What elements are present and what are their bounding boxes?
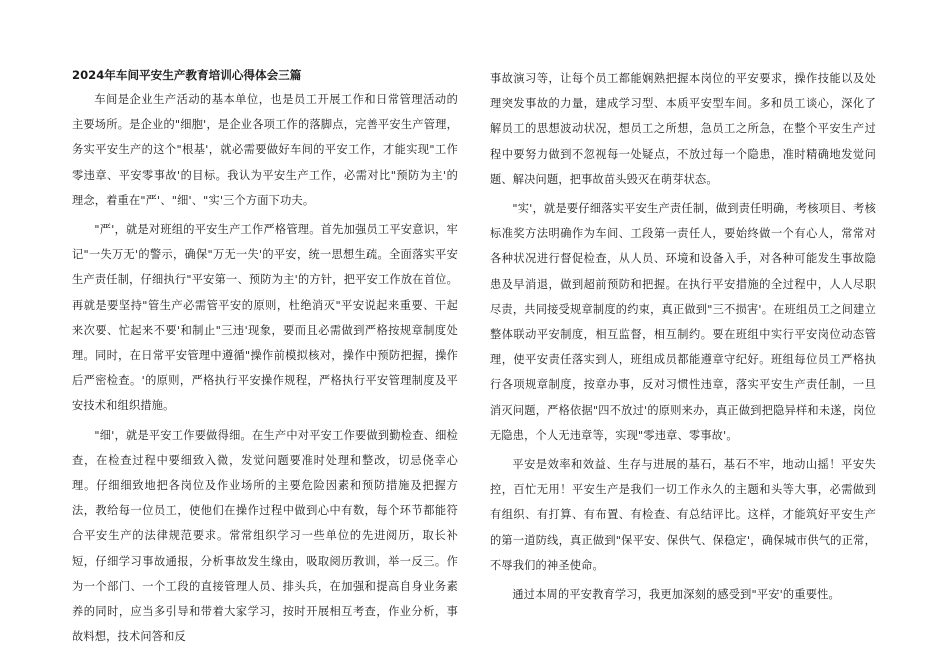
- paragraph-detail-continued: 事故演习等，让每个员工都能娴熟把握本岗位的平安要求，操作技能以及处理突发事故的力量，建成学习型、本质平安型车间。多和员工谈心，深化了解员工的思想波动状况，想员工之所想，急员工之所急，在整个平安生产过程中要努力做到不忽视每一处疑点，不放过每一个隐患，准时精确地发觉问题、解决问题，把事故苗头毁灭在萌芽状态。: [490, 72, 876, 186]
- paragraph-detail: "细'，就是平安工作要做得细。在生产中对平安工作要做到勤检查、细检查，在检查过程中要细致入微，发觉问题要准时处理和整改，切忌侥幸心理。仔细细致地把各岗位及作业场所的主要危险因素和预防措施及把握方法，教给每一位员工，使他们在操作过程中做到心中有数，每个环节都能符合平安生产的法律规范要求。常常组织学习一些单位的先进阅历，取长补短，仔细学习事故通报，分析事故发生缘由，吸取阅历教训，举一反三。作为一个部门、一个工段的直接管理人员、排头兵，在加强和提高自身业务素养的同时，应当多引导和带着大家学习，按时开展相互考查，作业分析，事故料想，技术问答和反: [72, 428, 458, 644]
- paragraph-conclusion: 通过本周的平安教育学习，我更加深刻的感受到"平安'的重要性。: [512, 588, 840, 602]
- document-title: 2024年车间平安生产教育培训心得体会三篇: [72, 68, 302, 82]
- paragraph-intro: 车间是企业生产活动的基本单位，也是员工开展工作和日常管理活动的主要场所。是企业的"细胞'，是企业各项工作的落脚点，完善平安生产管理，务实平安生产的这个"根基'，就必需要做好车间的平安工作，才能实现"工作零违章、平安零事故'的目标。我认为平安生产工作，必需对比"预防为主'的理念，着重在"严'、"细'、"实'三个方面下功夫。: [72, 93, 458, 207]
- right-column: [490, 66, 876, 607]
- paragraph-strict: "严'，就是对班组的平安生产工作严格管理。首先加强员工平安意识，牢记"一失万无'的警示，确保"万无一失'的平安，统一思想生疏。全面落实平安生产责任制，仔细执行"平安第一、预防为主'的方针，把平安工作放在首位。再就是要坚持"管生产必需管平安的原则，杜绝消灭"平安说起来重要、干起来次要、忙起来不要'和制止"三违'现象，要而且必需做到严格按规章制度处理。同时，在日常平安管理中遵循"操作前模拟核对，操作中预防把握，操作后严密检查。'的原则，严格执行平安操作规程，严格执行平安管理制度及平安技术和组织措施。: [72, 223, 458, 413]
- left-column: [72, 66, 458, 649]
- paragraph-practical: "实'，就是要仔细落实平安生产责任制，做到责任明确，考核项目、考核标准奖方法明确作为车间、工段第一责任人，要始终做一个有心人，常常对各种状况进行督促检查，从人员、环境和设备入手，对各种可能发生事故隐患及早消退，做到超前预防和把握。在执行平安措施的全过程中，人人尽职尽责，共同接受规章制度的约束，真正做到"三不损害'。在班组员工之间建立整体联动平安制度，相互监督，相互制约。要在班组中实行平安岗位动态管理，使平安责任落实到人，班组成员都能遵章守纪好。班组每位员工严格执行各项规章制度，按章办事，反对习惯性违章，落实平安生产责任制，一旦消灭问题，严格依据"四不放过'的原则来办，真正做到把隐异样和未遂，岗位无隐患，个人无违章等，实现"零违章、零事故'。: [490, 202, 876, 442]
- paragraph-foundation: 平安是效率和效益、生存与进展的基石，基石不牢，地动山摇！平安失控，百忙无用！平安生产是我们一切工作永久的主题和头等大事，必需做到有组织、有打算、有布置、有检查、有总结评比。这样，才能筑好平安生产的第一道防线，真正做到"保平安、保供气、保稳定'，确保城市供气的正常，不辱我们的神圣使命。: [490, 458, 876, 572]
